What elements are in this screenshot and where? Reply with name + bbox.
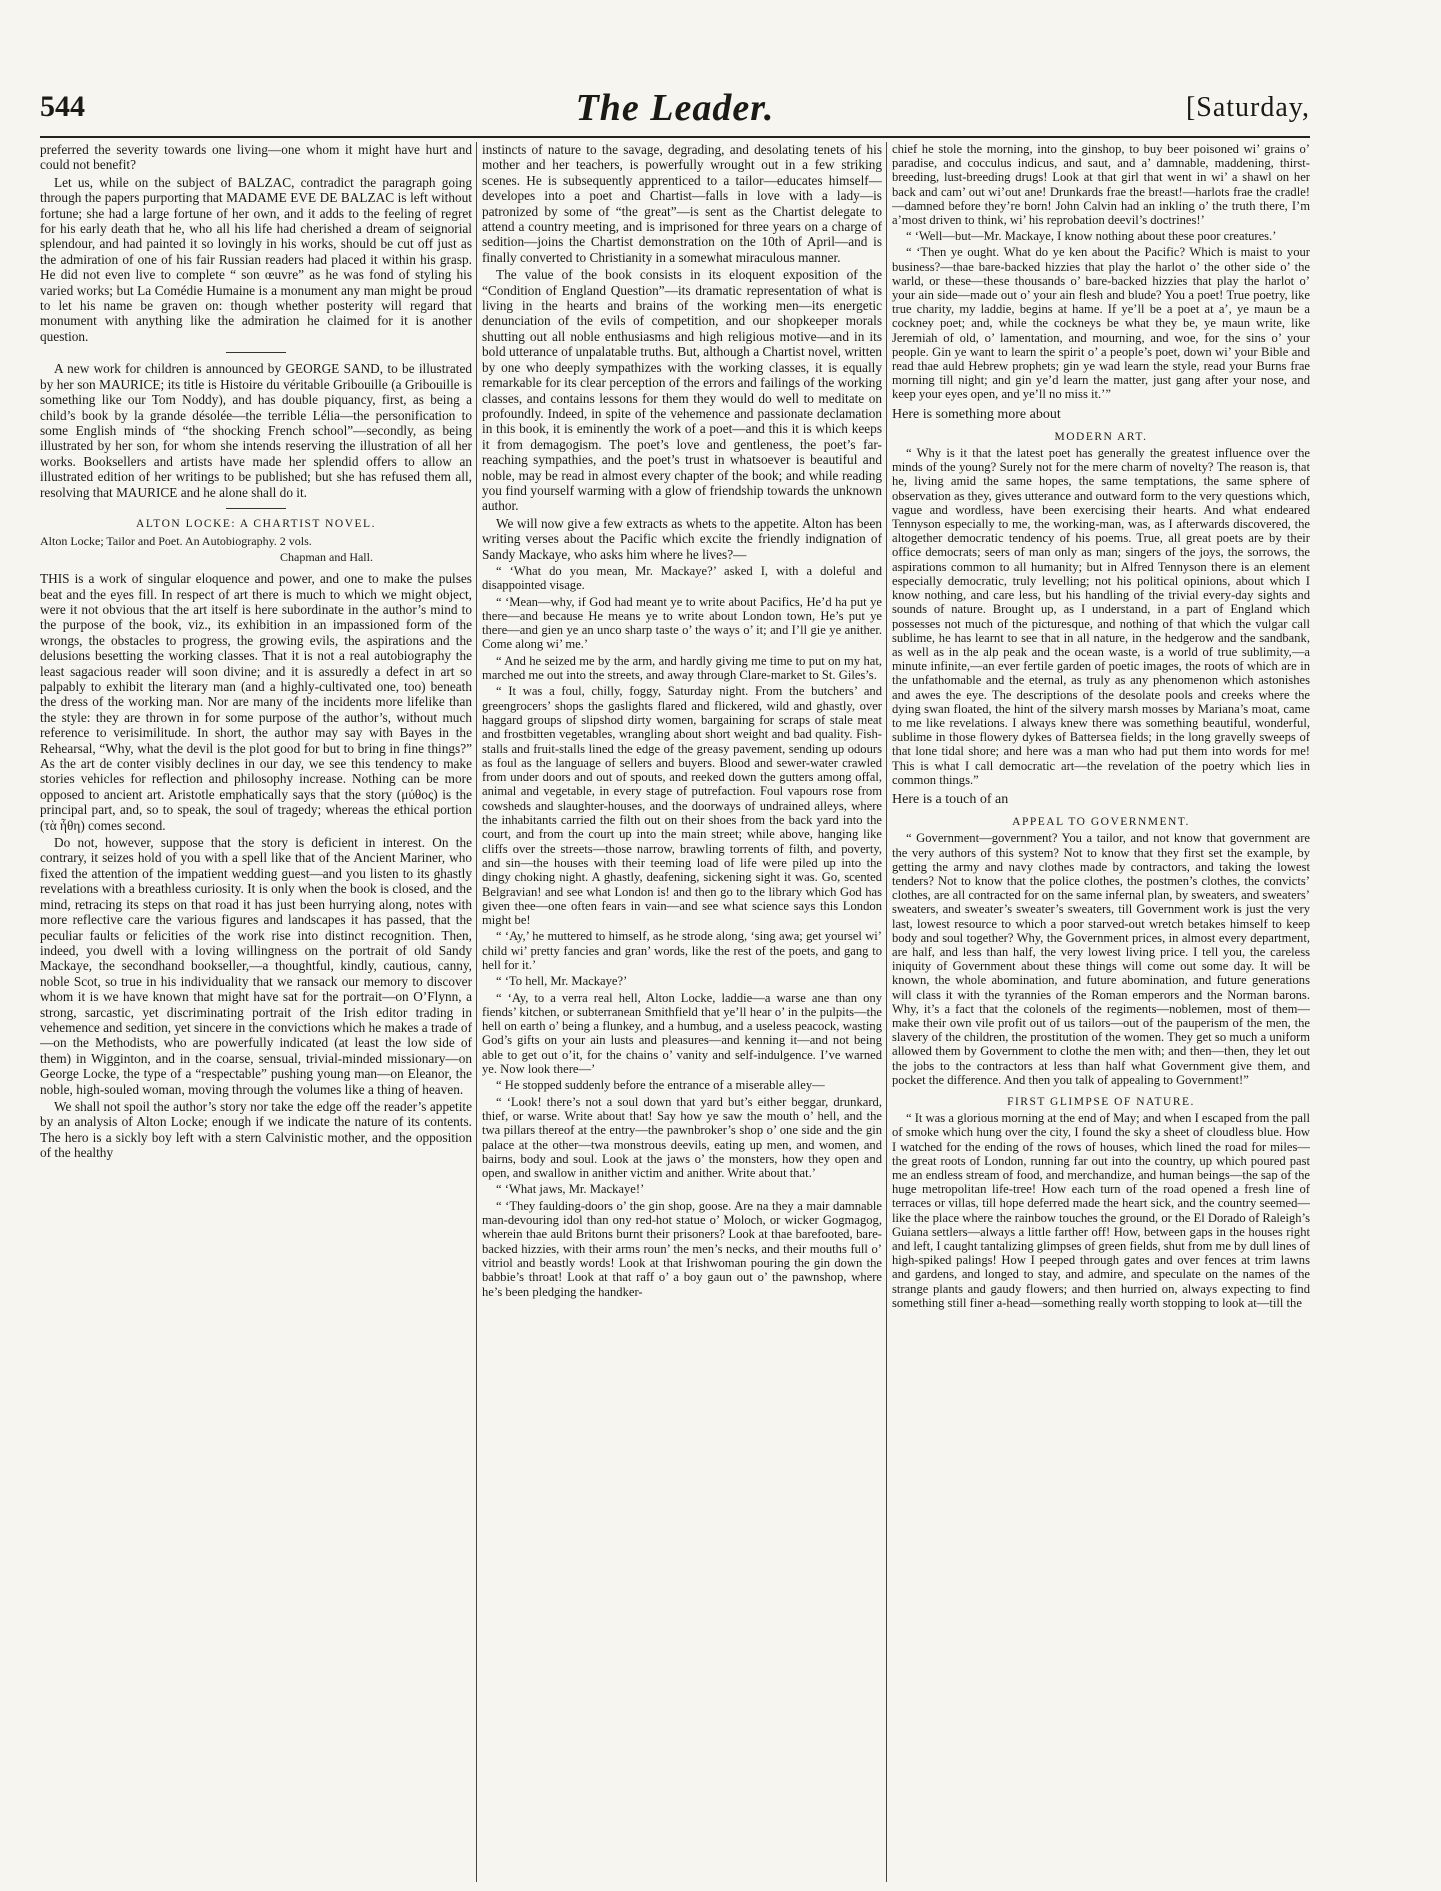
quote-paragraph: “ It was a foul, chilly, foggy, Saturday night. From the butchers’ and greengrocers’ shops the gaslights flared and flickered, wild and ghastly, over haggard groups of slipshod dirty women, bargaining for scraps of stale meat and frostbitten vegetables, wrangling about short weight and bad quality. Fish-stalls and fruit-stalls lined the edge of the greasy pavement, sending up odours as foul as the language of sellers and buyers. Blood and sewer-water crawled from under doors and out of spouts, and reeked down the gutters among offal, animal and vegetable, in every stage of putrefaction. Foul vapours rose from cowsheds and slaughter-houses, and the doorways of undrained alleys, where the inhabitants carried the filth out on their shoes from the back yard into the court, and from the court up into the main street; while above, hanging like cliffs over the streets—those narrow, brawling torrents of filth, and poverty, and sin—the houses with their teeming load of life were piled up into the dingy choking night. A ghastly, deafening, sickening sight it was. Go, scented Belgravian! and see what London is! and then go to the library which God has given thee—one often fears in vain—and see what science says this London might be! xyxy=(482,684,882,928)
paragraph: Let us, while on the subject of BALZAC, contradict the paragraph going through the papers purporting that MADAME EVE DE BALZAC is left without fortune; she had a large fortune of her own, and it adds to the feeling of regret for his early death that he, who all his life had cherished a dream of seignorial splendour, and had painted it so lovingly in his works, should be cut off just as the admiration of one of his fair Russian readers had placed it within his grasp. He did not even live to complete “ son œuvre” as he was fond of styling his varied works; but La Comédie Humaine is a monument any man might be proud to let his name be graven on: though whether posterity will regard that monument with anything like the admiration he claimed for it is another question. xyxy=(40,174,472,344)
quote-paragraph: “ Why is it that the latest poet has generally the greatest influence over the minds of the young? Surely not for the mere charm of novelty? The reason is, that he, living amid the same hopes, the same temptations, the same sphere of observation as they, gives utterance and outward form to the very questions which, vague and wordless, have been exercising their hearts. And what endeared Tennyson especially to me, the working-man, was, as I afterwards discovered, the altogether democratic tendency of his poems. True, all great poets are by their office democrats; seers of man only as man; singers of the joys, the sorrows, the aspirations common to all humanity; but in Alfred Tennyson there is an element especially democratic, truly levelling; not his political opinions, about which I know nothing, and care less, but his handling of the trivial every-day sights and sounds of nature. Brought up, as I understand, in a part of England which possesses not much of the picturesque, and nothing of that which the vulgar call sublime, he has learnt to see that in all nature, in the hedgerow and the sandbank, as well as in the alp peak and the ocean waste, is a world of true sublimity,—a minute infinite,—an ever fertile garden of poetic images, the roots of which are in the unfathomable and the eternal, as truly as any phenomenon which astonishes and awes the eye. The descriptions of the desolate pools and creeks where the dying swan floated, the hint of the silvery marsh mosses by Mariana’s moat, came to me like revelations. I always knew there was something beautiful, wonderful, sublime in those flowery dykes of Battersea fields; in the long gravelly sweeps of that lone tidal shore; and here was a man who had put them into words for me! This is what I call democratic art—the revelation of the poetry which lies in common things.” xyxy=(892,446,1310,787)
paragraph: The value of the book consists in its eloquent exposition of the “Condition of England Question”—its dramatic representation of what is living in the hearts and brains of the working men—its energetic denunciation of the evils of competition, and our shopkeeper morals shutting out all noble enthusiasms and high religious motive—and in its bold utterance of unpalatable truths. But, although a Chartist novel, written by one who deeply sympathizes with the working classes, it is equally remarkable for its clear perception of the errors and failings of the working classes, and contains lessons for them they would do well to meditate on profoundly. Indeed, in spite of the vehemence and passionate declamation in this book, it is eminently the work of a poet—and this it is which keeps it from demagogism. The poet’s love and gentleness, the poet’s far-reaching sympathies, and the poet’s trust in whatsoever is beautiful and noble, may be read in almost every chapter of the book; and while reading you find yourself warming with a glow of friendship towards the unknown author. xyxy=(482,267,882,514)
paragraph: We will now give a few extracts as whets to the appetite. Alton has been writing verses about the Pacific which excite the friendly indignation of Sandy Mackaye, who asks him where he lives?— xyxy=(482,515,882,562)
paragraph: THIS is a work of singular eloquence and power, and one to make the pulses beat and the eyes fill. In respect of art there is much to which we might object, were it not obvious that the art itself is here subordinate in the author’s mind to the purpose of the book, viz., its exhibition in an impassioned form of the wrongs, the obstacles to progress, the growing evils, the aspirations and the delusions besetting the working classes. That it is not a real autobiography the least sagacious reader will soon divine; and it is assuredly a defect in art so palpably to exhibit the literary man (and a highly-cultivated one, too) beneath the dress of the working man. Nor are many of the incidents more lifelike than the style: they are thrown in for some purpose of the author’s, without much reference to verisimilitude. In short, the author may say with Bayes in the Rehearsal, “Why, what the devil is the plot good for but to bring in fine things?” As the art de conter visibly declines in our day, we see this tendency to make stories vehicles for reflection and philosophy increase. Nothing can be more opposed to ancient art. Aristotle emphatically says that the story (μύθος) is the principal part, and, so to speak, the soul of tragedy; whereas the ethical portion (τὰ ἦθη) comes second. xyxy=(40,571,472,833)
column-divider xyxy=(886,142,887,1882)
quote-paragraph: “ ‘Ay, to a verra real hell, Alton Locke, laddie—a warse ane than ony fiends’ kitchen, or subterranean Smithfield that ye’ll hear o’ in the pulpits—the hell on earth o’ being a flunkey, and a humbug, and a useless peacock, wasting God’s gifts on your ain lusts and pleasures—and kenning it—and not being able to get out o’it, for the chains o’ vanity and self-indulgence. I’ve warned ye. Now look there—’ xyxy=(482,990,882,1077)
quote-paragraph: “ ‘Mean—why, if God had meant ye to write about Pacifics, He’d ha put ye there—and because He means ye to write about London town, He’s put ye there—and gien ye an unco sharp taste o’ the ways o’ it; and I’ll gie ye anither. Come along wi’ me.’ xyxy=(482,594,882,652)
quote-paragraph: “ ‘To hell, Mr. Mackaye?’ xyxy=(496,974,628,989)
extract-block xyxy=(482,564,882,1299)
paragraph: We shall not spoil the author’s story nor take the edge off the reader’s appetite by an analysis of Alton Locke; enough if we indicate the nature of its contents. The hero is a sickly boy left with a stern Calvinistic mother, and the opposition of the healthy xyxy=(40,1098,472,1161)
page-number: 544 xyxy=(40,90,85,123)
section-rule xyxy=(226,508,286,509)
page-header xyxy=(40,86,1310,130)
quote-paragraph: “ ‘Then ye ought. What do ye ken about the Pacific? Which is maist to your business?—thae bare-backed hizzies that play the harlot o’ the other side o’ the warld, or these—these thousands o’ bare-backed hizzies that play the harlot o’ your ain side—made out o’ your ain flesh and blude? You a poet! True poetry, like true charity, my laddie, begins at hame. If ye’ll be a poet at a’, ye maun be a cockney poet; and, while the cockneys be what they be, ye maun write, like Jeremiah of old, o’ lamentation, and mourning, and woe, for the sins o’ your people. Gin ye want to learn the spirit o’ a people’s poet, down wi’ your Bible and read thae auld Hebrew prophets; gin ye wad learn the style, read your Burns frae morning till night; and gin ye’d learn the matter, just gang after your nose, and keep your eyes open, and ye’ll no miss it.’” xyxy=(892,245,1310,402)
quote-paragraph: “ ‘They faulding-doors o’ the gin shop, goose. Are na they a mair damnable man-devouring idol than ony red-hot statue o’ Moloch, or wicker Gogmagog, wherein thae auld Britons burnt their prisoners? Look at thae barefooted, bare-backed hizzies, with their arms roun’ the men’s necks, and their mouths full o’ vitriol and beastly words! Look at that Irishwoman pouring the gin down the babbie’s throat! Look at that raff o’ a boy gaun out o’ the pawnshop, where he’s been pledging the handker- xyxy=(482,1198,882,1299)
quote-paragraph: “ ‘Well—but—Mr. Mackaye, I know nothing about these poor creatures.’ xyxy=(906,229,1277,244)
extract-heading: FIRST GLIMPSE OF NATURE. xyxy=(1007,1096,1195,1108)
paragraph: instincts of nature to the savage, degrading, and desolating tenets of his mother and her teachers, is powerfully wrought out in a few striking scenes. He is subsequently apprenticed to a tailor—educates himself—developes into a poet and Chartist—falls in love with a lady—is patronized by some of “the great”—is sent as the Chartist delegate to attend a country meeting, and is imprisoned for three years on a charge of sedition—joins the Chartist demonstration on the 10th of April—and is finally converted to Christianity in a somewhat miraculous manner. xyxy=(482,142,882,265)
paragraph: A new work for children is announced by GEORGE SAND, to be illustrated by her son MAURICE; its title is Histoire du véritable Gribouille (a Gribouille is something like our Tom Noddy), and has double piquancy, first, as being a child’s book by la grande désolée—the terrible Lélia—the personification to some English minds of “the shocking French school”—secondly, as being illustrated by her son, for whom she intends reserving the illustration of all her works. Booksellers and artists have made her splendid offers to allow an illustrated edition of her writings to be published; but she has refused them all, resolving that MAURICE and he alone shall do it. xyxy=(40,361,472,500)
lead-in: Here is a touch of an xyxy=(892,791,1009,807)
column-3 xyxy=(892,142,1310,1882)
quote-paragraph: “ And he seized me by the arm, and hardly giving me time to put on my hat, marched me out into the streets, and away through Clare-market to St. Giles’s. xyxy=(482,653,882,683)
quote-paragraph: “ It was a glorious morning at the end of May; and when I escaped from the pall of smoke which hung over the city, I found the sky a sheet of cloudless blue. How I watched for the ending of the rows of houses, which lined the road for miles—the great roots of London, running far out into the country, up which poured past me an endless stream of food, and merchandize, and human beings—the sap of the huge metropolitan life-tree! How each turn of the road opened a fresh line of terraces or villas, till hope deferred made the heart sick, and the country seemed—like the place where the rainbow touches the ground, or the El Dorado of Raleigh’s Guiana settlers—always a little farther off! How, between gaps in the houses right and left, I caught tantalizing glimpses of green fields, shut from me by dull lines of high-spiked palings! How I peeped through gates and over fences at trim lawns and gardens, and longed to stay, and admire, and speculate on the names of the strange plants and gaudy flowers; and then hurried on, always expecting to find something still finer a-head—something really worth stopping to look at—till the xyxy=(892,1111,1310,1310)
quote-paragraph: “ He stopped suddenly before the entrance of a miserable alley— xyxy=(496,1078,825,1093)
extract-heading: MODERN ART. xyxy=(1054,430,1148,443)
quote-paragraph: “ Government—government? You a tailor, and not know that government are the very authors of this system? Not to know that they first set the example, by getting the army and navy clothes made by contractors, and taking the lowest tenders? Not to know that the police clothes, the postmen’s clothes, the convicts’ clothes, are all contracted for on the same infernal plan, by sweaters, and sweaters’ sweaters, and sweater’s sweater’s sweaters, till Government work is just the very last, lowest resource to which a poor starved-out wretch betakes himself to keep body and soul together? Why, the Government prices, in almost every department, are half, and less than half, the very lowest living price. I tell you, the careless iniquity of Government about these things will come out some day. It will be known, the whole abomination, and future abomination, and future generations will class it with the tyrannies of the Roman emperors and the Norman barons. Why, it’s a fact that the colonels of the regiments—noblemen, most of them—make their own vile profit out of us tailors—out of the pauperism of the men, the slavery of the children, the prostitution of the women. They get so much a uniform allowed them by Government to clothe the men with; and then—then, they let out the jobs to the contractors at less than half what Government give them, and pocket the difference. And then you talk of appealing to Government!” xyxy=(892,831,1310,1087)
paragraph: preferred the severity towards one living—one whom it might have hurt and could not benefit? xyxy=(40,142,472,173)
quote-paragraph: “ ‘Ay,’ he muttered to himself, as he strode along, ‘sing awa; get yoursel wi’ child wi’ pretty fancies and gran’ words, like the rest of the poets, and gang to hell for it.’ xyxy=(482,929,882,972)
issue-day: [Saturday, xyxy=(1185,92,1310,123)
quote-paragraph: chief he stole the morning, into the ginshop, to buy beer poisoned wi’ grains o’ paradise, and cocculus indicus, and saut, and a’ damnable, maddening, thirst-breeding, lust-breeding drugs! Look at that girl that went in wi’ a shawl on her back and cam’ out wi’out ane! Drunkards frae the breast!—harlots frae the cradle!—damned before they’re born! John Calvin had an inkling o’ the truth there, I’m a’most driven to think, wi’ his reprobation deevil’s doctrines!’ xyxy=(892,142,1310,228)
quote-paragraph: “ ‘What jaws, Mr. Mackaye!’ xyxy=(496,1182,645,1197)
extract-heading: APPEAL TO GOVERNMENT. xyxy=(1012,816,1190,829)
paragraph: Do not, however, suppose that the story is deficient in interest. On the contrary, it seizes hold of you with a spell like that of the Ancient Mariner, who fixed the attention of the impatient wedding guest—and you listen to its ghastly revelations with a breathless curiosity. It is only when the book is closed, and the mind, retracing its steps on that road it has just been hurrying along, notes with more reflective care the various figures and landscapes it has passed, that the peculiar faults or felicities of the work rise into distinct recognition. Then, indeed, you dwell with a loving willingness on the portrait of old Sandy Mackaye, the secondhand bookseller,—a thoughtful, kindly, cautious, canny, noble Scot, so true in his individuality that we ransack our memory to discover whom it is we have known that might have sat for the portrait—on O’Flynn, a strong, sarcastic, yet discriminating portrait of the Irish editor trading in vehemence and sedition, yet sincere in the convictions which he makes a trade of—on the Methodists, who are powerfully indicated (at least the low side of them) in Wigginton, and in the coarse, sensual, trivial-minded missionary—on George Locke, the type of a “respectable” pushing young man—on Eleanor, the noble, high-souled woman, moving through the volumes like a thing of heaven. xyxy=(40,835,472,1097)
review-byline: Alton Locke; Tailor and Poet. An Autobiography. 2 vols. Chapman and Hall. xyxy=(40,534,373,564)
column-divider xyxy=(476,142,477,1882)
quote-paragraph: “ ‘What do you mean, Mr. Mackaye?’ asked I, with a doleful and disappointed visage. xyxy=(482,563,882,593)
column-2 xyxy=(482,142,882,1882)
quote-paragraph: “ ‘Look! there’s not a soul down that yard but’s either beggar, drunkard, thief, or warse. Write about that! Say how ye saw the mouth o’ hell, and the twa pillars thereof at the entry—the pawnbroker’s shop o’ one side and the gin palace at the other—twa monstrous deevils, eating up men, and women, and bairns, body and soul. Look at the jaws o’ the monsters, how they open and open, and swallow in anither victim and anither. Write about that.’ xyxy=(482,1094,882,1181)
masthead-title: The Leader. xyxy=(575,87,775,129)
section-rule xyxy=(226,352,286,353)
column-1 xyxy=(40,142,472,1882)
review-title: ALTON LOCKE: A CHARTIST NOVEL. xyxy=(136,517,376,530)
lead-in: Here is something more about xyxy=(892,406,1061,422)
header-rule xyxy=(40,136,1310,138)
